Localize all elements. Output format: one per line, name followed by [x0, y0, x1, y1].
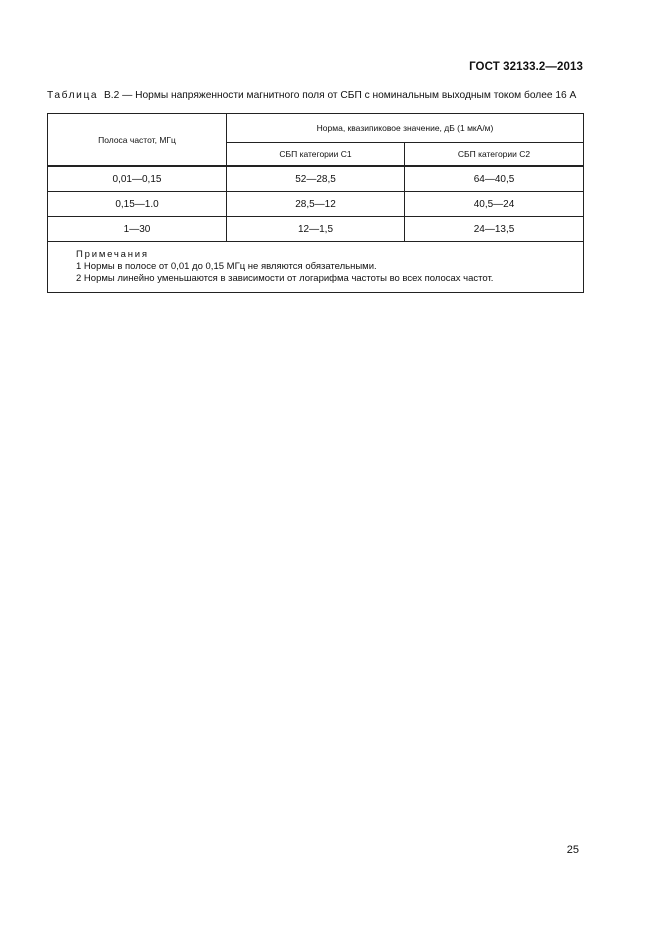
notes-title: Примечания	[76, 249, 149, 260]
band-cell: 0,01—0,15	[48, 166, 227, 192]
note-item: 2 Нормы линейно уменьшаются в зависимости от логарифма частоты во всех полосах частот.	[76, 273, 494, 284]
c2-cell: 64—40,5	[405, 166, 584, 192]
page-number: 25	[566, 844, 579, 856]
table-row	[48, 166, 584, 192]
note-item: 1 Нормы в полосе от 0,01 до 0,15 МГц не являются обязательными.	[76, 261, 377, 272]
table-row	[48, 217, 584, 242]
c2-cell: 40,5—24	[405, 192, 584, 217]
band-header: Полоса частот, МГц	[48, 114, 227, 167]
notes-row	[48, 242, 584, 293]
c1-cell: 12—1,5	[227, 217, 405, 242]
norm-header: Норма, квазипиковое значение, дБ (1 мкА/м)	[227, 114, 584, 143]
caption-number: В.2	[104, 90, 120, 101]
table-row	[48, 192, 584, 217]
caption-text: — Нормы напряженности магнитного поля от СБП с номинальным выходным током более 16 А	[122, 90, 577, 101]
band-cell: 0,15—1.0	[48, 192, 227, 217]
c2-cell: 24—13,5	[405, 217, 584, 242]
caption-word: Таблица	[47, 90, 99, 101]
table-caption	[47, 90, 576, 101]
c1-cell: 52—28,5	[227, 166, 405, 192]
document-code: ГОСТ 32133.2—2013	[469, 61, 583, 73]
band-cell: 1—30	[48, 217, 227, 242]
col-c1-header: СБП категории С1	[227, 143, 405, 167]
col-c2-header: СБП категории С2	[405, 143, 584, 167]
table-header-row	[48, 114, 584, 143]
norms-table	[47, 113, 584, 293]
notes-cell	[48, 242, 584, 293]
c1-cell: 28,5—12	[227, 192, 405, 217]
